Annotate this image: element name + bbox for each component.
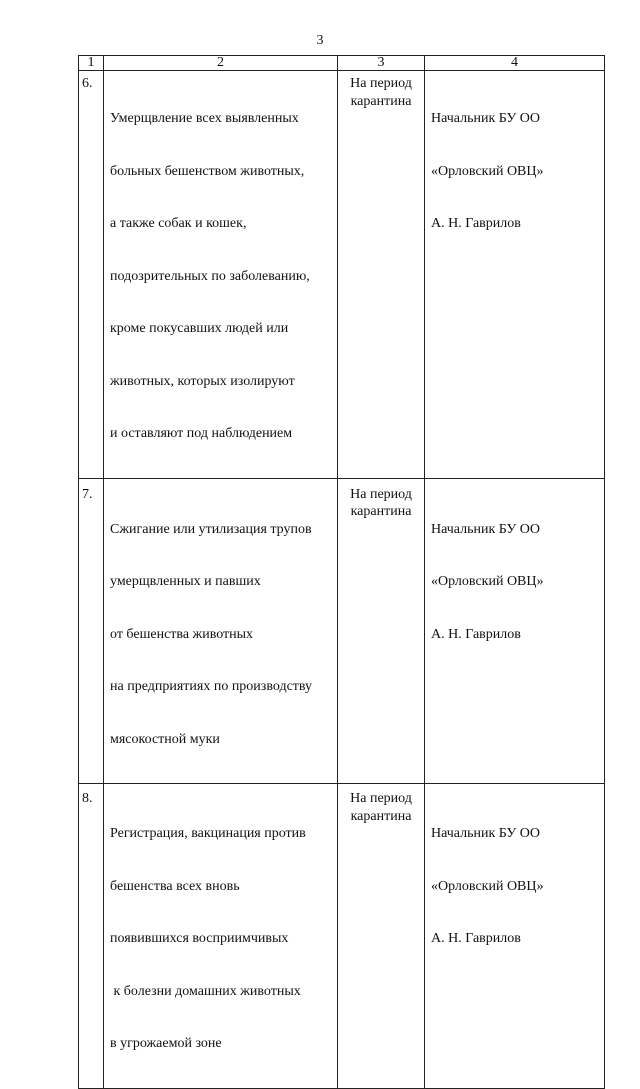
action-line: бешенства всех вновь <box>110 878 240 894</box>
column-header-4: 4 <box>425 56 605 71</box>
period-cell <box>338 478 425 784</box>
action-line: появившихся восприимчивых <box>110 931 289 946</box>
responsible-line: Начальник БУ ОО <box>431 111 540 126</box>
responsible-cell <box>425 478 605 784</box>
responsible-cell <box>425 71 605 479</box>
row-number: 8. <box>79 784 104 1089</box>
action-line: к болезни домашних животных <box>110 983 301 999</box>
action-line: мясокостной муки <box>110 731 220 747</box>
table-row <box>79 784 605 1089</box>
responsible-line: А. Н. Гаврилов <box>431 626 521 642</box>
period-line: карантина <box>350 504 412 519</box>
action-line: Сжигание или утилизация трупов <box>110 521 312 537</box>
period-line: На период <box>350 791 412 806</box>
action-line: подозрительных по заболеванию, <box>110 268 310 284</box>
table-header-row <box>79 56 605 71</box>
row-number: 6. <box>79 71 104 479</box>
responsible-cell <box>425 784 605 1089</box>
table-row <box>79 71 605 479</box>
period-cell <box>338 71 425 479</box>
period-line: карантина <box>350 93 412 109</box>
responsible-line: Начальник БУ ОО <box>431 826 540 841</box>
action-line: и оставляют под наблюдением <box>110 426 293 441</box>
column-header-1: 1 <box>79 56 104 71</box>
responsible-line: «Орловский ОВЦ» <box>431 878 544 894</box>
action-line: умерщвленных и павших <box>110 574 261 589</box>
period-line: карантина <box>350 808 412 824</box>
column-header-3: 3 <box>338 56 425 71</box>
responsible-line: А. Н. Гаврилов <box>431 216 521 231</box>
action-line: кроме покусавших людей или <box>110 321 289 336</box>
page-number: 3 <box>316 33 324 48</box>
responsible-line: А. Н. Гаврилов <box>431 931 521 946</box>
action-line: а также собак и кошек, <box>110 216 247 231</box>
action-line: на предприятиях по производству <box>110 679 313 694</box>
action-line: Умерщвление всех выявленных <box>110 111 299 126</box>
action-cell <box>104 478 338 784</box>
period-line: На период <box>350 76 412 91</box>
action-line: животных, которых изолируют <box>110 373 295 389</box>
action-line: больных бешенством животных, <box>110 163 305 179</box>
responsible-line: «Орловский ОВЦ» <box>431 163 544 179</box>
action-cell <box>104 784 338 1089</box>
responsible-line: «Орловский ОВЦ» <box>431 574 544 589</box>
action-line: от бешенства животных <box>110 626 254 642</box>
action-line: в угрожаемой зоне <box>110 1036 222 1051</box>
period-line: На период <box>350 486 412 502</box>
row-number: 7. <box>79 478 104 784</box>
action-cell <box>104 71 338 479</box>
column-header-2: 2 <box>104 56 338 71</box>
action-line: Регистрация, вакцинация против <box>110 826 306 841</box>
table-row <box>79 478 605 784</box>
period-cell <box>338 784 425 1089</box>
measures-table <box>78 55 605 1089</box>
responsible-line: Начальник БУ ОО <box>431 521 540 537</box>
